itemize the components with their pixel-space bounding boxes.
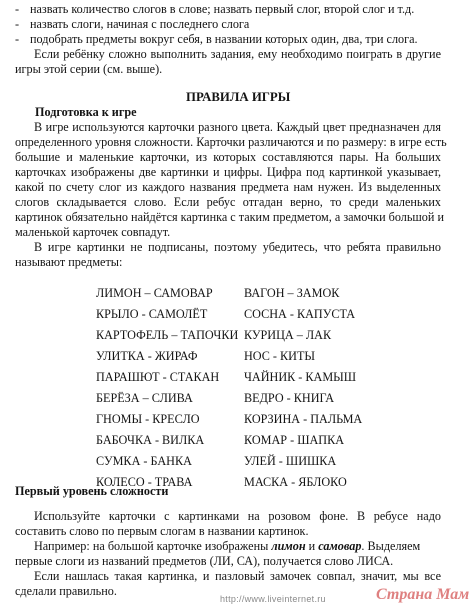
word-pair: КУРИЦА – ЛАК	[244, 328, 332, 342]
word-pair: ПАРАШЮТ - СТАКАН	[96, 370, 220, 384]
example-word-limon: лимон	[271, 539, 306, 553]
example-line: Например: на большой карточке изображены лимон и самовар. Выделяем	[34, 539, 421, 553]
word-pair: СОСНА - КАПУСТА	[244, 307, 356, 321]
word-pair: ВЕДРО - КНИГА	[244, 391, 335, 405]
word-pair: ВАГОН – ЗАМОК	[244, 286, 340, 300]
word-pair: КРЫЛО - САМОЛЁТ	[96, 307, 208, 321]
word-pair: УЛЕЙ - ШИШКА	[244, 454, 337, 468]
word-pair: ЧАЙНИК - КАМЫШ	[244, 370, 357, 384]
word-pair: УЛИТКА - ЖИРАФ	[96, 349, 198, 363]
word-pair: БАБОЧКА - ВИЛКА	[96, 433, 205, 447]
word-pair: СУМКА - БАНКА	[96, 454, 192, 468]
watermark-logo: Страна Мам	[376, 586, 469, 603]
word-pair: ГНОМЫ - КРЕСЛО	[96, 412, 200, 426]
word-pair: ЛИМОН – САМОВАР	[96, 286, 213, 300]
level1-heading: Первый уровень сложности	[15, 484, 169, 498]
word-pair: КОРЗИНА - ПАЛЬМА	[244, 412, 363, 426]
word-pair: КОМАР - ШАПКА	[244, 433, 345, 447]
example-word-samovar: самовар	[318, 539, 362, 553]
document-page: - назвать количество слогов в слове; назвать первый слог, второй слог и т.д. - назвать слоги, начиная с последнего слога - подобрать предметы вокруг себя, в названии которых один, два, три слога. Если ребёнку сложно выполнить задания, ему необходимо поиграть в другие игры этой серии (см. выше). ПРАВИЛА ИГРЫ Подготовка к игре В игре используются карточки разного цвета. Каждый цвет предназначен для определенного уровня сложности. Карточки различаются и по размеру: в игре есть большие и маленькие карточки, из которых составляются пары. На больших карточках изображены две картинки и цифры. Цифра под картинкой указывает, какой по счету слог из каждого названия предмета нам нужен. Из выделенных слогов складывается слово. Если ребус отгадан верно, то среди маленьких картинок обязательно найдётся картинка с таким предметом, а замочки большой и маленькой карточек совпадут. В игре картинки не подписаны, поэтому убедитесь, что ребята правильно называют предметы: ЛИМОН – САМОВАР КРЫЛО - САМОЛЁТ КАРТОФЕЛЬ – ТАПОЧКИ УЛИТКА - ЖИРАФ ПАРАШЮТ - СТАКАН БЕРЁЗА – СЛИВА ГНОМЫ - КРЕСЛО БАБОЧКА - ВИЛКА СУМКА - БАНКА КОЛЕСО - ТРАВА ВАГОН – ЗАМОК СОСНА - КАПУСТА КУРИЦА – ЛАК НОС - КИТЫ ЧАЙНИК - КАМЫШ ВЕДРО - КНИГА КОРЗИНА - ПАЛЬМА КОМАР - ШАПКА УЛЕЙ - ШИШКА МАСКА - ЯБЛОКО Первый уровень сложности Используйте карточки с картинками на розовом фоне. В ребусе надо составить слово по первым слогам в названии картинок. Например: на большой карточке изображены лимон и самовар. Выделяем первые слоги из названий предметов (ЛИ, СА), получается слово ЛИСА. Если нашлась такая картинка, и пазловый замочек совпал, значит, мы все сделали правильно. http://www.liveinternet.ru Страна Мам	[15, 2, 469, 604]
word-pair: МАСКА - ЯБЛОКО	[244, 475, 347, 489]
watermark-url: http://www.liveinternet.ru	[220, 594, 326, 604]
word-pair: КОЛЕСО - ТРАВА	[96, 475, 193, 489]
word-pair: НОС - КИТЫ	[244, 349, 316, 363]
prep-heading: Подготовка к игре	[35, 105, 137, 119]
word-pair: БЕРЁЗА – СЛИВА	[96, 391, 193, 405]
rules-title: ПРАВИЛА ИГРЫ	[186, 90, 291, 104]
word-pair: КАРТОФЕЛЬ – ТАПОЧКИ	[96, 328, 239, 342]
